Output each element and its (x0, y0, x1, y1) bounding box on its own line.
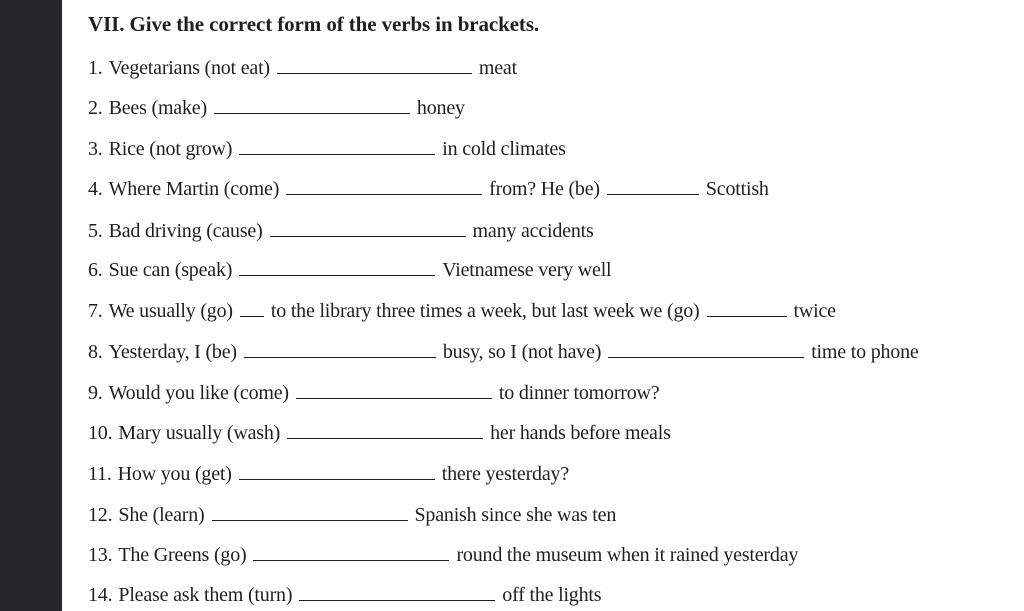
question-number: 1. (88, 57, 103, 79)
question-number: 4. (88, 178, 103, 200)
question-6 (88, 258, 611, 282)
answer-blank[interactable] (296, 384, 492, 399)
answer-blank[interactable] (608, 343, 804, 358)
question-9 (88, 381, 659, 405)
question-text: her hands before meals (490, 422, 671, 444)
question-text: round the museum when it rained yesterday (456, 544, 799, 566)
exercise-heading: VII. Give the correct form of the verbs in brackets. (88, 12, 540, 36)
question-prompt: Would you like (come) (108, 382, 289, 404)
answer-blank[interactable] (270, 222, 466, 237)
question-text: in cold climates (442, 138, 566, 160)
question-prompt: How you (get) (117, 463, 232, 485)
question-prompt: Rice (not grow) (108, 138, 233, 160)
question-8 (88, 340, 919, 364)
question-3 (88, 137, 566, 161)
question-text: time to phone (811, 341, 919, 363)
answer-blank[interactable] (240, 302, 264, 317)
left-dark-margin (0, 0, 62, 611)
question-prompt: Yesterday, I (be) (108, 341, 237, 363)
answer-blank[interactable] (286, 180, 482, 195)
question-2 (88, 96, 465, 120)
question-text: Vietnamese very well (442, 259, 612, 281)
question-4 (88, 177, 769, 201)
question-text: twice (793, 300, 836, 322)
answer-blank[interactable] (212, 506, 408, 521)
question-number: 6. (88, 259, 103, 281)
question-text: to the library three times a week, but last week we (go) (270, 300, 700, 322)
question-text: from? He (be) (489, 178, 600, 200)
answer-blank[interactable] (707, 302, 787, 317)
worksheet-page (62, 0, 1024, 611)
question-number: 11. (88, 463, 112, 485)
question-number: 13. (88, 544, 113, 566)
question-text: meat (478, 57, 517, 79)
answer-blank[interactable] (253, 546, 449, 561)
question-prompt: Mary usually (wash) (118, 422, 281, 444)
question-5 (88, 219, 594, 243)
question-prompt: She (learn) (118, 504, 205, 526)
question-text: busy, so I (not have) (442, 341, 602, 363)
answer-blank[interactable] (239, 261, 435, 276)
question-number: 9. (88, 382, 103, 404)
question-text: there yesterday? (441, 463, 569, 485)
question-number: 8. (88, 341, 103, 363)
answer-blank[interactable] (299, 586, 495, 601)
answer-blank[interactable] (607, 180, 699, 195)
question-prompt: Bees (make) (108, 97, 207, 119)
answer-blank[interactable] (244, 343, 436, 358)
question-prompt: The Greens (go) (118, 544, 247, 566)
question-prompt: Vegetarians (not eat) (108, 57, 270, 79)
question-prompt: Please ask them (turn) (118, 584, 293, 606)
question-13 (88, 543, 798, 567)
question-14 (88, 583, 601, 607)
question-number: 5. (88, 220, 103, 242)
question-1 (88, 56, 517, 80)
question-7 (88, 299, 836, 323)
question-text: Scottish (705, 178, 769, 200)
question-number: 2. (88, 97, 103, 119)
question-prompt: We usually (go) (108, 300, 233, 322)
question-number: 14. (88, 584, 113, 606)
question-text: Spanish since she was ten (414, 504, 617, 526)
answer-blank[interactable] (239, 140, 435, 155)
question-prompt: Bad driving (cause) (108, 220, 263, 242)
question-text: many accidents (472, 220, 594, 242)
question-text: off the lights (502, 584, 602, 606)
question-number: 3. (88, 138, 103, 160)
answer-blank[interactable] (277, 59, 472, 74)
question-text: to dinner tomorrow? (498, 382, 660, 404)
answer-blank[interactable] (239, 465, 435, 480)
answer-blank[interactable] (287, 424, 483, 439)
question-prompt: Sue can (speak) (108, 259, 233, 281)
answer-blank[interactable] (214, 99, 410, 114)
question-number: 10. (88, 422, 113, 444)
question-10 (88, 421, 671, 445)
question-11 (88, 462, 569, 486)
question-number: 7. (88, 300, 103, 322)
question-number: 12. (88, 504, 113, 526)
question-12 (88, 503, 616, 527)
question-text: honey (416, 97, 465, 119)
question-prompt: Where Martin (come) (108, 178, 280, 200)
